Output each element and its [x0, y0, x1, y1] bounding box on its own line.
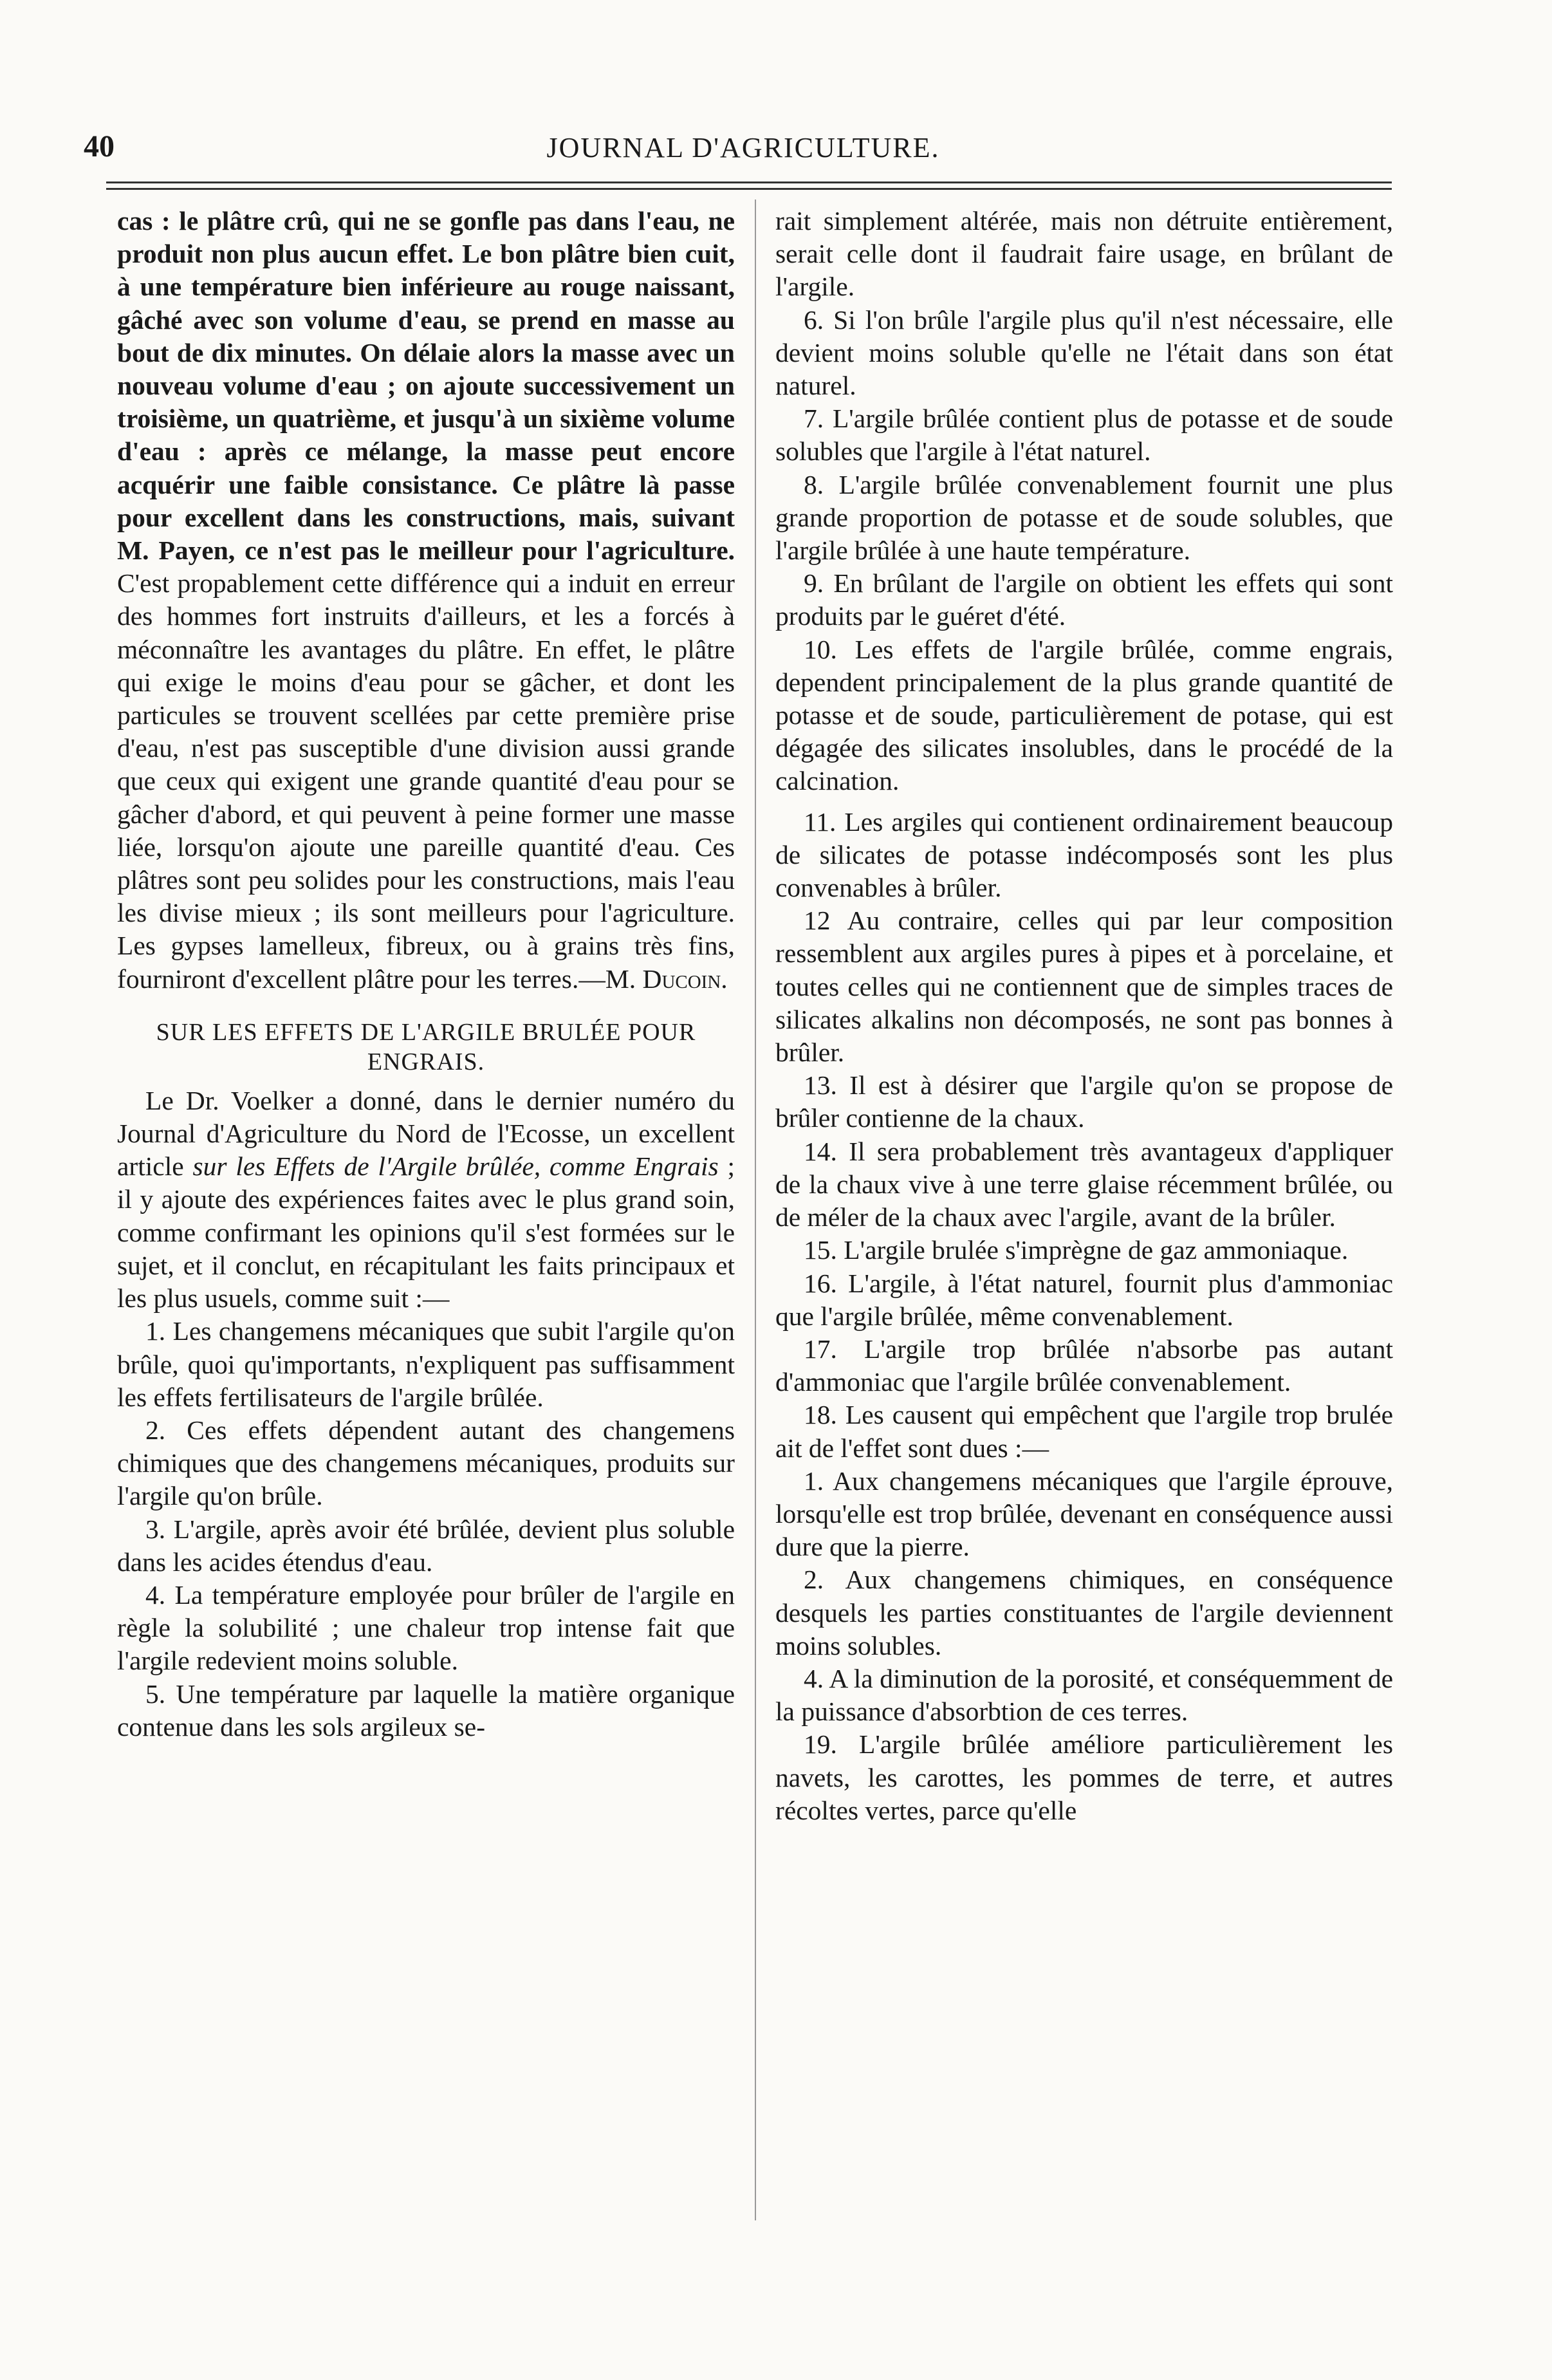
list-item: 16. L'argile, à l'état naturel, fournit plus d'ammoniac que l'argile brûlée, même convenablement.: [775, 1268, 1393, 1331]
list-item: 10. Les effets de l'argile brûlée, comme engrais, dependent principalement de la plus grande quantité de potasse et de soude, particulièrement de potase, qui est dégagée des silicates insolubles, dans le procédé de la calcination.: [775, 634, 1393, 796]
intro-text-end: ; il y ajoute des expériences faites avec le plus grand soin, comme confirmant les opinions qu'il s'est formées sur le sujet, et il conclut, en récapitulant les faits principaux et les plus usuels, comme suit :—: [117, 1151, 735, 1314]
opening-regular-text: C'est propablement cette différence qui a induit en erreur des hommes fort instruits d'ailleurs, et les a forcés à méconnaître les avantages du plâtre. En effet, le plâtre qui exige le moins d'eau pour se gâcher, et dont les particules se trouvent scellées par cette première prise d'eau, n'est pas susceptible d'une division aussi grande que ceux qui exigent une grande quantité d'eau pour se gâcher d'abord, et qui peuvent à peine former une masse liée, lorsqu'on ajoute une pareille quantité d'eau. Ces plâtres sont peu solides pour les constructions, mais l'eau les divise mieux ; ils sont meilleurs pour l'agriculture. Les gypses lamelleux, fibreux, ou à grains très fins, fourniront d'excellent plâtre pour les terres.—M.: [117, 568, 735, 994]
continuation-paragraph: rait simplement altérée, mais non détruite entièrement, serait celle dont il faudrait faire usage, en brûlant de l'argile.: [775, 206, 1393, 302]
list-item: 1. Aux changemens mécaniques que l'argile éprouve, lorsqu'elle est trop brûlée, devenant en conséquence aussi dure que la pierre.: [775, 1465, 1393, 1562]
list-item: 3. L'argile, après avoir été brûlée, devient plus soluble dans les acides étendus d'eau.: [117, 1514, 735, 1577]
opening-paragraph: [117, 205, 735, 996]
list-item: 15. L'argile brulée s'imprègne de gaz ammoniaque.: [804, 1235, 1349, 1265]
list-item: 13. Il est à désirer que l'argile qu'on se propose de brûler contienne de la chaux.: [775, 1070, 1393, 1133]
column-divider: [755, 200, 756, 2220]
header-rule-top: [106, 181, 1392, 183]
header-rule-bottom: [106, 188, 1392, 190]
list-item: 4. A la diminution de la porosité, et conséquemment de la puissance d'absorbtion de ces terres.: [775, 1663, 1393, 1727]
left-column: [117, 205, 735, 1743]
list-item: 19. L'argile brûlée améliore particulièrement les navets, les carottes, les pommes de terre, et autres récoltes vertes, parce qu'elle: [775, 1729, 1393, 1825]
list-item: 18. Les causent qui empêchent que l'argile trop brulée ait de l'effet sont dues :—: [775, 1400, 1393, 1463]
author-signature: Ducoin.: [642, 963, 728, 994]
list-item: 5. Une température par laquelle la matière organique contenue dans les sols argileux se-: [117, 1678, 735, 1742]
list-item: 14. Il sera probablement très avantageux d'appliquer de la chaux vive à une terre glaise récemment brûlée, ou de méler de la chaux avec l'argile, avant de la brûler.: [775, 1136, 1393, 1232]
list-item: 17. L'argile trop brûlée n'absorbe pas autant d'ammoniac que l'argile brûlée convenablement.: [775, 1334, 1393, 1397]
list-item: 6. Si l'on brûle l'argile plus qu'il n'est nécessaire, elle devient moins soluble qu'elle ne l'était dans son état naturel.: [775, 304, 1393, 401]
list-item: 1. Les changemens mécaniques que subit l'argile qu'on brûle, quoi qu'importants, n'expliquent pas suffisamment les effets fertilisateurs de l'argile brûlée.: [117, 1316, 735, 1412]
running-title: JOURNAL D'AGRICULTURE.: [546, 132, 940, 163]
page-number: 40: [84, 129, 115, 163]
list-item: 11. Les argiles qui contienent ordinairement beaucoup de silicates de potasse indécomposés sont les plus convenables à brûler.: [775, 806, 1393, 903]
right-column: [775, 205, 1393, 1827]
intro-paragraph: [117, 1084, 735, 1315]
list-item: 2. Ces effets dépendent autant des changemens chimiques que des changemens mécaniques, produits sur l'argile qu'on brûle.: [117, 1415, 735, 1511]
list-item: 4. La température employée pour brûler de l'argile en règle la solubilité ; une chaleur trop intense fait que l'argile redevient moins soluble.: [117, 1579, 735, 1676]
list-item: 8. L'argile brûlée convenablement fournit une plus grande proportion de potasse et de soude solubles, que l'argile brûlée à une haute température.: [775, 469, 1393, 566]
intro-text: Le Dr. Voelker a donné, dans le dernier numéro du Journal d'Agriculture du Nord de l'Ecosse, un excellent article: [117, 1085, 735, 1182]
opening-bold-text: cas : le plâtre crû, qui ne se gonfle pas dans l'eau, ne produit non plus aucun effet. Le bon plâtre bien cuit, à une température bien inférieure au rouge naissant, gâché avec son volume d'eau, se prend en masse au bout de dix minutes. On délaie alors la masse avec un nouveau volume d'eau ; on ajoute successivement un troisième, un quatrième, et jusqu'à un sixième volume d'eau : après ce mélange, la masse peut encore acquérir une faible consistance. Ce plâtre là passe pour excellent dans les constructions, mais, suivant M. Payen, ce n'est pas le meilleur pour l'agriculture.: [117, 206, 735, 566]
article-title: sur les Effets de l'Argile brûlée, comme Engrais: [192, 1151, 719, 1182]
list-item: 7. L'argile brûlée contient plus de potasse et de soude solubles que l'argile à l'état naturel.: [775, 404, 1393, 467]
list-item: 9. En brûlant de l'argile on obtient les effets qui sont produits par le guéret d'été.: [775, 568, 1393, 631]
page-header: [84, 129, 1403, 174]
list-item: 2. Aux changemens chimiques, en conséquence desquels les parties constituantes de l'argile deviennent moins solubles.: [775, 1565, 1393, 1660]
list-item: 12 Au contraire, celles qui par leur composition ressemblent aux argiles pures à pipes et à porcelaine, et toutes celles qui ne contiennent que de simples traces de silicates alkalins non décomposés, ne sont pas bonnes à brûler.: [775, 906, 1393, 1068]
section-heading: SUR LES EFFETS DE L'ARGILE BRULÉE POUR ENGRAIS.: [156, 1018, 696, 1075]
